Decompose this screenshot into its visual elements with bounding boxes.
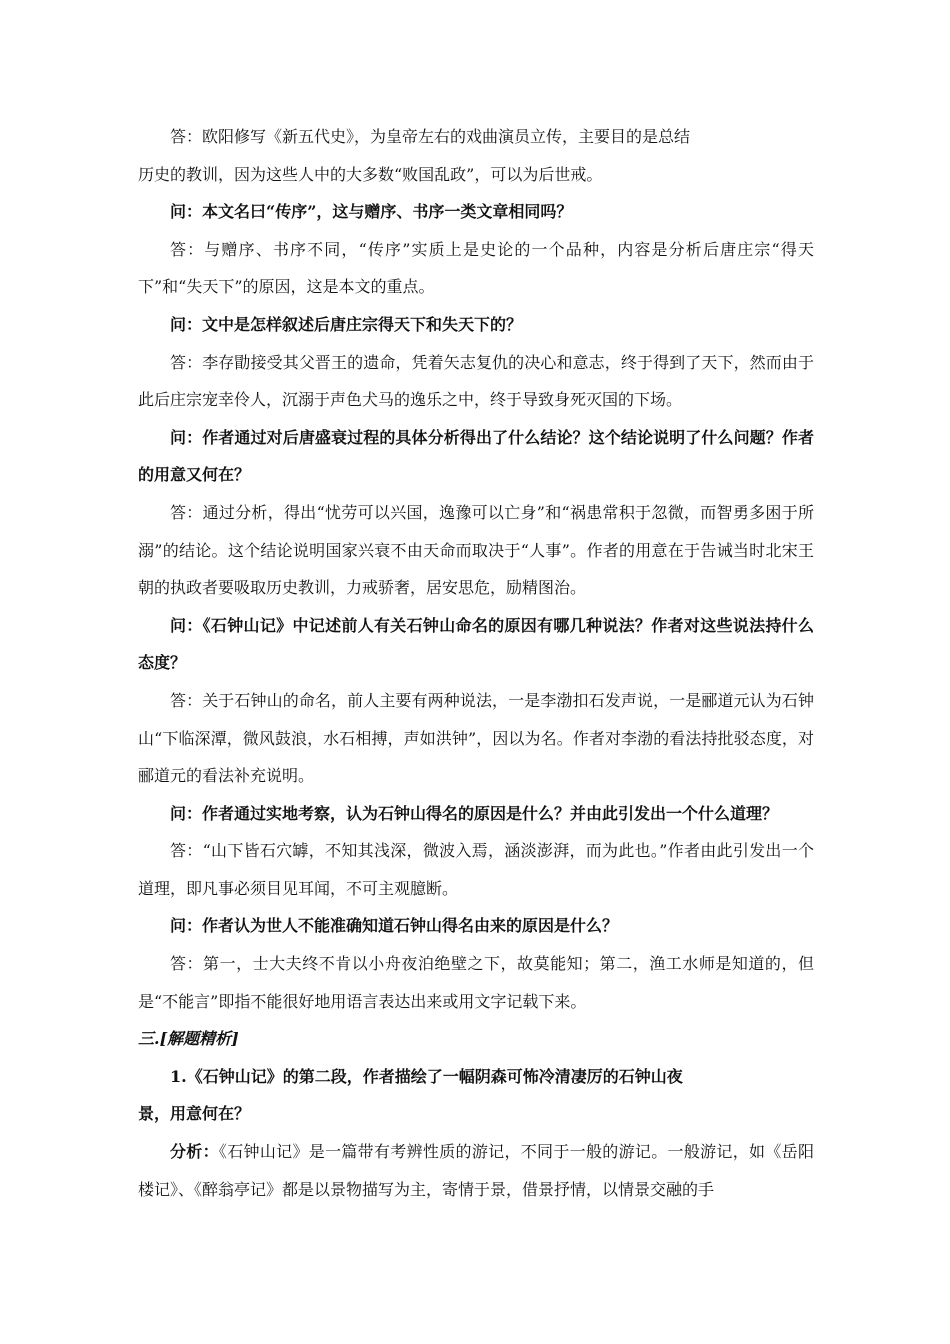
answer-paragraph: 答：李存勖接受其父晋王的遗命，凭着矢志复仇的决心和意志，终于得到了天下，然而由于此后庄宗宠幸伶人，沉溺于声色犬马的逸乐之中，终于导致身死灭国的下场。 [138,352,814,410]
question-paragraph: 问：《石钟山记》中记述前人有关石钟山命名的原因有哪几种说法？作者对这些说法持什么态度？ [138,615,814,673]
question-paragraph: 问：文中是怎样叙述后唐庄宗得天下和失天下的？ [170,314,523,334]
question-paragraph: 问：作者认为世人不能准确知道石钟山得名由来的原因是什么？ [170,916,619,936]
exercise-question: 1.《石钟山记》的第二段，作者描绘了一幅阴森可怖冷清凄厉的石钟山夜 [170,1066,683,1086]
answer-paragraph: 答：“山下皆石穴罅，不知其浅深，微波入焉，涵淡澎湃，而为此也。”作者由此引发出一个道理，即凡事必须目见耳闻，不可主观臆断。 [138,841,814,898]
answer-paragraph: 答：欧阳修写《新五代史》，为皇帝左右的戏曲演员立传，主要目的是总结 [170,127,691,146]
document-page [138,118,814,1208]
analysis-label: 分析： [170,1142,219,1162]
question-paragraph: 问：作者通过对后唐盛衰过程的具体分析得出了什么结论？这个结论说明了什么问题？作者的用意又何在？ [138,427,814,485]
analysis-paragraph [138,1133,814,1208]
answer-paragraph: 答：通过分析，得出“忧劳可以兴国，逸豫可以亡身”和“祸患常积于忽微，而智勇多困于所溺”的结论。这个结论说明国家兴衰不由天命而取决于“人事”。作者的用意在于告诫当时北宋王朝的执政者要吸取历史教训，力戒骄奢，居安思危，励精图治。 [138,502,814,598]
question-paragraph: 问：作者通过实地考察，认为石钟山得名的原因是什么？并由此引发出一个什么道理？ [170,803,779,823]
answer-paragraph: 答：第一，士大夫终不肯以小舟夜泊绝壁之下，故莫能知；第二，渔工水师是知道的，但是“不能言”即指不能很好地用语言表达出来或用文字记载下来。 [138,954,814,1011]
answer-paragraph-continued: 历史的教训，因为这些人中的大多数“败国乱政”，可以为后世戒。 [138,164,603,184]
section-heading: 三.[解题精析] [138,1029,239,1049]
answer-paragraph: 答：与赠序、书序不同，“传序”实质上是史论的一个品种，内容是分析后唐庄宗“得天下”和“失天下”的原因，这是本文的重点。 [138,239,814,297]
question-paragraph: 问：本文名曰“传序”，这与赠序、书序一类文章相同吗？ [170,202,573,222]
exercise-question-continued: 景，用意何在？ [138,1104,251,1124]
answer-paragraph: 答：关于石钟山的命名，前人主要有两种说法，一是李渤扣石发声说，一是郦道元认为石钟山“下临深潭，微风鼓浪，水石相搏，声如洪钟”，因以为名。作者对李渤的看法持批驳态度，对郦道元的看法补充说明。 [138,690,814,786]
analysis-text: 《石钟山记》是一篇带有考辨性质的游记，不同于一般的游记。一般游记，如《岳阳楼记》、《醉翁亭记》都是以景物描写为主，寄情于景，借景抒情，以情景交融的手 [138,1142,814,1199]
